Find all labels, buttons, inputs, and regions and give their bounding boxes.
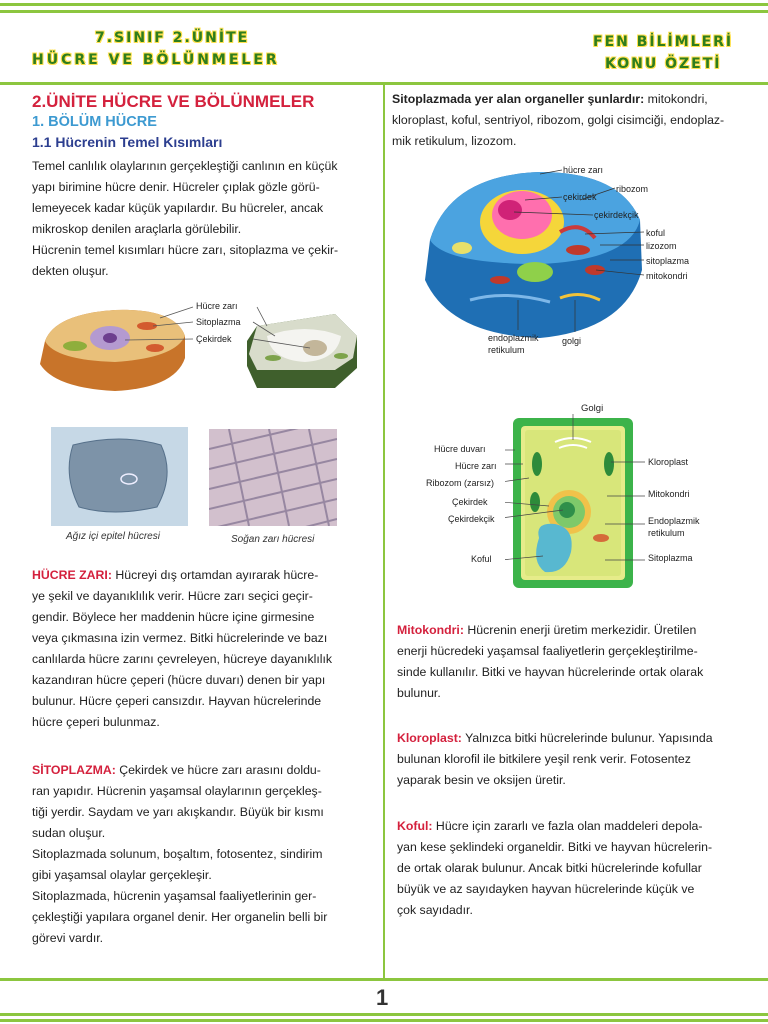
vacuole-text: yan kese şeklindeki organeldir. Bitki ve hayvan hücrelerin- — [397, 840, 713, 854]
cheek-epithelial-photo — [51, 427, 188, 526]
animal-label-er: retikulum — [488, 345, 525, 355]
vacuole-section — [397, 816, 757, 921]
fig1-label-nucleus: Çekirdek — [196, 334, 232, 344]
chloroplast-term: Kloroplast: — [397, 731, 462, 745]
cheek-photo-caption: Ağız içi epitel hücresi — [66, 531, 160, 542]
cytoplasm-text: sudan oluşur. — [32, 826, 106, 840]
plant-cell-diagram — [505, 412, 645, 592]
chloroplast-text: yaparak besin ve oksijen üretir. — [397, 773, 566, 787]
mitochondria-section — [397, 620, 757, 704]
plant-label-cell-wall: Hücre duvarı — [434, 444, 486, 454]
cell-membrane-text: bulunur. Hücre çeperi cansızdır. Hayvan hücrelerinde — [32, 694, 322, 708]
mitochondria-term: Mitokondri: — [397, 623, 464, 637]
plant-label-er: Endoplazmik — [648, 516, 700, 526]
chloroplast-text: Yalnızca bitki hücrelerinde bulunur. Yapısında — [461, 731, 713, 745]
footer-divider — [0, 978, 768, 981]
animal-label-membrane: hücre zarı — [563, 165, 604, 175]
organelles-intro-text: kloroplast, koful, sentriyol, ribozom, golgi cisimciği, endoplaz- — [392, 113, 725, 127]
mitochondria-text: enerji hücredeki yaşamsal faaliyetlerin gerçekleştirilme- — [397, 644, 698, 658]
organelles-intro — [392, 89, 752, 152]
cytoplasm-text: ran yapıdır. Hücrenin yaşamsal olaylarının gerçekleş- — [32, 784, 322, 798]
mitochondria-text: bulunur. — [397, 686, 441, 700]
mitochondria-text: sinde kullanılır. Bitki ve hayvan hücrelerinde ortak olarak — [397, 665, 704, 679]
plant-label-chloroplast: Kloroplast — [648, 457, 689, 467]
top-border-line — [0, 10, 768, 13]
vacuole-text: de ortak olarak bulunur. Ancak bitki hücrelerinde kofullar — [397, 861, 702, 875]
organelles-intro-text: mitokondri, — [644, 92, 708, 106]
cell-parts-figure — [35, 296, 375, 396]
header-subject: FEN BİLİMLERİ — [593, 34, 734, 50]
plant-label-ribosome: Ribozom (zarsız) — [426, 478, 495, 488]
plant-label-er: retikulum — [648, 528, 685, 538]
plant-label-vacuole: Koful — [471, 554, 492, 564]
column-divider — [383, 85, 385, 978]
header-unit-title: HÜCRE VE BÖLÜNMELER — [32, 52, 280, 68]
animal-label-cytoplasm: sitoplazma — [646, 256, 690, 266]
cell-membrane-text: canlılarda hücre zarını çevreleyen, hücreye dayanıklılık — [32, 652, 333, 666]
plant-label-nucleolus: Çekirdekçik — [448, 514, 495, 524]
top-border-line — [0, 3, 768, 6]
bottom-border-line — [0, 1019, 768, 1022]
intro-line: lemeyecek kadar küçük yapılardır. Bu hücreler, ancak — [32, 201, 324, 215]
cytoplasm-text: görevi vardır. — [32, 931, 104, 945]
cytoplasm-text: çekleştiği yapılara organel denir. Her organelin belli bir — [32, 910, 328, 924]
cell-membrane-text: gendir. Böylece her maddenin hücre içine girmesine — [32, 610, 315, 624]
vacuole-text: çok sayıdadır. — [397, 903, 473, 917]
plant-label-membrane: Hücre zarı — [455, 461, 497, 471]
animal-label-er: endoplazmik — [488, 333, 539, 343]
fig1-label-membrane: Hücre zarı — [196, 301, 238, 311]
unit-title: 2.ÜNİTE HÜCRE VE BÖLÜNMELER — [32, 92, 315, 111]
onion-skin-photo — [209, 429, 337, 526]
cytoplasm-term: SİTOPLAZMA: — [32, 763, 116, 777]
cytoplasm-text: Sitoplazmada solunum, boşaltım, fotosentez, sindirim — [32, 847, 323, 861]
animal-label-golgi: golgi — [562, 336, 582, 346]
animal-label-nucleus: çekirdek — [563, 192, 597, 202]
animal-cell-3d — [40, 310, 185, 391]
organelles-intro-bold: Sitoplazmada yer alan organeller şunlardır: — [392, 92, 645, 106]
bottom-border-line — [0, 1013, 768, 1016]
subsection-title: 1.1 Hücrenin Temel Kısımları — [32, 134, 223, 150]
intro-line: mikroskop denilen araçlarla görülebilir. — [32, 222, 242, 236]
cell-membrane-term: HÜCRE ZARI: — [32, 568, 112, 582]
header-grade-unit: 7.SINIF 2.ÜNİTE — [95, 30, 250, 46]
left-column — [32, 92, 372, 282]
fig1-label-cytoplasm: Sitoplazma — [196, 317, 241, 327]
intro-line: dekten oluşur. — [32, 264, 109, 278]
cytoplasm-section — [32, 760, 377, 949]
animal-label-mitochondria: mitokondri — [646, 271, 688, 281]
intro-line: Temel canlılık olaylarının gerçekleştiği canlının en küçük — [32, 159, 338, 173]
intro-line: Hücrenin temel kısımları hücre zarı, sitoplazma ve çekir- — [32, 243, 339, 257]
intro-line: yapı birimine hücre denir. Hücreler çıplak gözle görü- — [32, 180, 320, 194]
vacuole-text: Hücre için zararlı ve fazla olan maddeleri depola- — [432, 819, 703, 833]
vacuole-text: büyük ve az sayıdayken hayvan hücrelerinde küçük ve — [397, 882, 695, 896]
plant-label-golgi: Golgi — [581, 403, 604, 414]
cell-membrane-text: kazandıran hücre çeperi (hücre duvarı) denen bir yapı — [32, 673, 326, 687]
vacuole-term: Koful: — [397, 819, 433, 833]
section-title: 1. BÖLÜM HÜCRE — [32, 114, 157, 130]
cell-membrane-text: hücre çeperi bulunmaz. — [32, 715, 160, 729]
plant-label-nucleus: Çekirdek — [452, 497, 488, 507]
cell-membrane-text: veya çıkmasına izin vermez. Bitki hücrelerinde ve bazı — [32, 631, 328, 645]
onion-photo-caption: Soğan zarı hücresi — [231, 534, 315, 545]
plant-label-mitochondria: Mitokondri — [648, 489, 690, 499]
cytoplasm-text: gibi yaşamsal olaylar gerçekleşir. — [32, 868, 212, 882]
cytoplasm-text: Sitoplazmada, hücrenin yaşamsal faaliyetlerinin ger- — [32, 889, 317, 903]
cell-membrane-section — [32, 565, 377, 733]
chloroplast-text: bulunan klorofil ile bitkilere yeşil renk verir. Fotosentez — [397, 752, 691, 766]
plant-label-cytoplasm: Sitoplazma — [648, 553, 693, 563]
mitochondria-text: Hücrenin enerji üretim merkezidir. Üretilen — [463, 623, 697, 637]
plant-cell-3d — [247, 314, 357, 388]
animal-label-ribosome: ribozom — [616, 184, 649, 194]
animal-label-nucleolus: çekirdekçik — [594, 210, 639, 220]
header-summary: KONU ÖZETİ — [605, 56, 722, 72]
cytoplasm-text: Çekirdek ve hücre zarı arasını doldu- — [115, 763, 321, 777]
animal-label-lysosome: lizozom — [646, 241, 677, 251]
cell-membrane-text: ye şekil ve dayanıklılık verir. Hücre zarı seçici geçir- — [32, 589, 313, 603]
cytoplasm-text: tiği yerdir. Saydam ve yarı akışkandır. Büyük bir kısmı — [32, 805, 324, 819]
page-number: 1 — [376, 985, 389, 1010]
organelles-intro-text: mik retikulum, lizozom. — [392, 134, 517, 148]
chloroplast-section — [397, 728, 757, 791]
animal-label-vacuole: koful — [646, 228, 666, 238]
cell-membrane-text: Hücreyi dış ortamdan ayırarak hücre- — [111, 568, 319, 582]
